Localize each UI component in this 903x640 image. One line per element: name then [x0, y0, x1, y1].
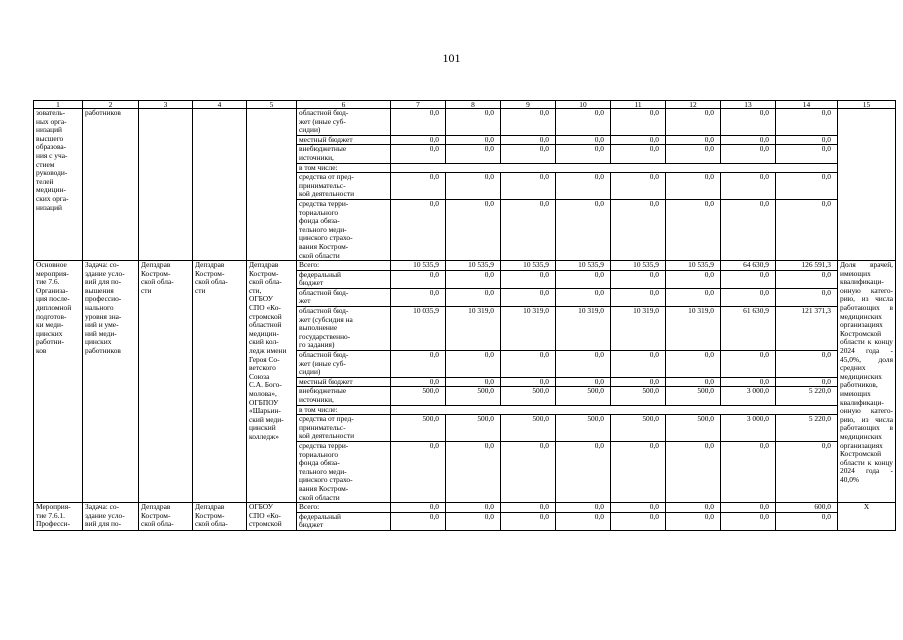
amount-cell: 0,0	[501, 351, 556, 378]
column-c3-cell: Депздрав Костром- ской обла- сти	[139, 261, 193, 503]
amount-cell: 0,0	[611, 135, 666, 145]
amount-cell: 0,0	[446, 109, 501, 136]
empty-cell	[247, 109, 297, 261]
amount-cell: 10 535,9	[391, 261, 446, 271]
column-c2-cell: Задача: со- здание усло- вий для по-	[83, 503, 139, 531]
empty-cell	[838, 109, 896, 261]
column-number-header: 13	[721, 101, 776, 109]
amount-cell: 121 371,3	[776, 307, 838, 351]
amount-cell: 0,0	[391, 145, 446, 163]
amount-cell: 0,0	[611, 145, 666, 163]
funding-source-cell: внебюджетные источники,	[297, 145, 391, 163]
amount-cell: 500,0	[556, 387, 611, 405]
amount-cell: 0,0	[556, 351, 611, 378]
amount-cell: 0,0	[446, 377, 501, 387]
amount-cell: 0,0	[721, 377, 776, 387]
amount-cell: 0,0	[501, 512, 556, 530]
amount-cell: 0,0	[556, 377, 611, 387]
funding-source-cell: средства терри- ториального фонда обяза- тельного меди- цинского страхо- вания Костром- ской области	[297, 441, 391, 502]
funding-source-cell: внебюджетные источники,	[297, 387, 391, 405]
amount-cell: 3 000,0	[721, 387, 776, 405]
funding-source-cell: областной бюд- жет	[297, 288, 391, 306]
amount-cell: 500,0	[611, 415, 666, 442]
amount-cell: 0,0	[556, 135, 611, 145]
amount-cell: 0,0	[776, 270, 838, 288]
funding-source-cell: федеральный бюджет	[297, 270, 391, 288]
amount-cell: 0,0	[721, 199, 776, 260]
amount-cell: 0,0	[446, 503, 501, 513]
amount-cell: 500,0	[501, 387, 556, 405]
funding-source-cell: местный бюджет	[297, 377, 391, 387]
amount-cell: 0,0	[611, 270, 666, 288]
amount-cell: 10 535,9	[611, 261, 666, 271]
funding-source-cell: в том числе:	[297, 163, 391, 173]
amount-cell: 0,0	[556, 512, 611, 530]
amount-cell: 500,0	[446, 415, 501, 442]
amount-cell: 0,0	[446, 135, 501, 145]
funding-source-cell: средства терри- ториального фонда обяза- тельного меди- цинского страхо- вания Костром- ской области	[297, 199, 391, 260]
amount-cell: 0,0	[556, 288, 611, 306]
empty-cell	[193, 109, 247, 261]
amount-cell: 0,0	[666, 109, 721, 136]
funding-source-cell: в том числе:	[297, 405, 391, 415]
column-number-header: 11	[611, 101, 666, 109]
amount-cell: 10 319,0	[611, 307, 666, 351]
amount-cell: 0,0	[666, 270, 721, 288]
amount-cell: 0,0	[666, 503, 721, 513]
amount-cell: 0,0	[666, 377, 721, 387]
amount-cell: 0,0	[666, 351, 721, 378]
column-number-header: 1	[34, 101, 83, 109]
amount-cell: 500,0	[391, 387, 446, 405]
amount-cell: 10 319,0	[446, 307, 501, 351]
amount-cell: 10 535,9	[446, 261, 501, 271]
amount-cell: 0,0	[501, 173, 556, 200]
amount-cell: 0,0	[391, 270, 446, 288]
amount-cell: 126 591,3	[776, 261, 838, 271]
amount-cell: 0,0	[391, 351, 446, 378]
amount-cell: 0,0	[391, 199, 446, 260]
amount-cell: 10 535,9	[666, 261, 721, 271]
amount-cell: 0,0	[666, 135, 721, 145]
amount-cell: 10 319,0	[501, 307, 556, 351]
amount-cell: 500,0	[391, 415, 446, 442]
amount-cell: 64 630,9	[721, 261, 776, 271]
expected-result-cell: Х	[838, 503, 896, 531]
amount-cell: 0,0	[556, 270, 611, 288]
amount-cell: 0,0	[721, 145, 776, 163]
amount-cell: 0,0	[446, 288, 501, 306]
amount-cell: 0,0	[666, 199, 721, 260]
funding-source-cell: областной бюд- жет (иные суб- сидии)	[297, 351, 391, 378]
amount-cell: 0,0	[776, 351, 838, 378]
amount-cell: 0,0	[666, 145, 721, 163]
amount-cell: 3 000,0	[721, 415, 776, 442]
amount-cell: 0,0	[776, 199, 838, 260]
amount-cell: 0,0	[721, 288, 776, 306]
amount-cell: 500,0	[556, 415, 611, 442]
table-row	[34, 109, 896, 136]
amount-cell: 0,0	[446, 441, 501, 502]
amount-cell: 0,0	[611, 199, 666, 260]
column-c1-cell: Основное мероприя- тие 7.6. Организа- ция после- дипломной подготов- ки меди- цинских работни- ков	[34, 261, 83, 503]
amount-cell: 0,0	[391, 135, 446, 145]
amount-cell: 0,0	[446, 173, 501, 200]
column-number-header: 7	[391, 101, 446, 109]
amount-cell: 0,0	[721, 109, 776, 136]
funding-source-cell: федеральный бюджет	[297, 512, 391, 530]
amount-cell: 0,0	[776, 377, 838, 387]
empty-values-cell	[391, 405, 838, 415]
amount-cell: 0,0	[501, 377, 556, 387]
amount-cell: 0,0	[611, 512, 666, 530]
column-number-header: 5	[247, 101, 297, 109]
funding-source-cell: Всего:	[297, 261, 391, 271]
column-c3-cell: Депздрав Костром- ской обла-	[139, 503, 193, 531]
amount-cell: 0,0	[391, 173, 446, 200]
column-c5-cell: ОГБОУ СПО «Ко- стромской	[247, 503, 297, 531]
amount-cell: 0,0	[556, 145, 611, 163]
amount-cell: 500,0	[501, 415, 556, 442]
column-number-header: 2	[83, 101, 139, 109]
amount-cell: 0,0	[391, 288, 446, 306]
column-number-header: 10	[556, 101, 611, 109]
amount-cell: 0,0	[446, 145, 501, 163]
amount-cell: 0,0	[776, 145, 838, 163]
amount-cell: 0,0	[556, 441, 611, 502]
funding-source-cell: средства от пред- принимательс- кой деятельности	[297, 173, 391, 200]
amount-cell: 500,0	[666, 415, 721, 442]
amount-cell: 0,0	[611, 503, 666, 513]
amount-cell: 500,0	[446, 387, 501, 405]
amount-cell: 0,0	[501, 145, 556, 163]
column-c1-cell: Мероприя- тие 7.6.1. Професси-	[34, 503, 83, 531]
amount-cell: 0,0	[776, 135, 838, 145]
amount-cell: 61 630,9	[721, 307, 776, 351]
amount-cell: 0,0	[666, 173, 721, 200]
amount-cell: 0,0	[501, 135, 556, 145]
amount-cell: 0,0	[611, 351, 666, 378]
amount-cell: 0,0	[556, 109, 611, 136]
column-number-header: 9	[501, 101, 556, 109]
amount-cell: 0,0	[776, 173, 838, 200]
amount-cell: 0,0	[721, 351, 776, 378]
column-c4-cell: Депздрав Костром- ской обла-	[193, 503, 247, 531]
amount-cell: 0,0	[391, 109, 446, 136]
funding-source-cell: средства от пред- принимательс- кой деятельности	[297, 415, 391, 442]
header-row	[34, 101, 896, 109]
amount-cell: 0,0	[446, 199, 501, 260]
column-c5-cell: Депздрав Костром- ской обла- сти, ОГБОУ СПО «Ко- стромской областной медицин- ский кол- ледж имени Героя Со- ветского Союза С.А. Бого- молова», ОГБПОУ «Шарьин- ский меди- цинский колледж»	[247, 261, 297, 503]
column-number-header: 4	[193, 101, 247, 109]
amount-cell: 0,0	[446, 270, 501, 288]
empty-cell	[139, 109, 193, 261]
amount-cell: 0,0	[721, 503, 776, 513]
funding-source-cell: местный бюджет	[297, 135, 391, 145]
amount-cell: 10 319,0	[666, 307, 721, 351]
amount-cell: 0,0	[721, 135, 776, 145]
column-number-header: 8	[446, 101, 501, 109]
amount-cell: 0,0	[721, 512, 776, 530]
funding-source-cell: областной бюд- жет (субсидия на выполнение государственно- го задания)	[297, 307, 391, 351]
amount-cell: 0,0	[556, 199, 611, 260]
amount-cell: 500,0	[666, 387, 721, 405]
column-c1-cell: зователь- ных орга- низаций высшего образова- ния с уча- стием руководи- телей медицин- ских орга- низаций	[34, 109, 83, 261]
column-number-header: 15	[838, 101, 896, 109]
column-number-header: 12	[666, 101, 721, 109]
funding-source-cell: областной бюд- жет (иные суб- сидии)	[297, 109, 391, 136]
amount-cell: 0,0	[501, 441, 556, 502]
column-c4-cell: Депздрав Костром- ской обла- сти	[193, 261, 247, 503]
empty-values-cell	[391, 163, 838, 173]
amount-cell: 0,0	[501, 270, 556, 288]
amount-cell: 5 220,0	[776, 387, 838, 405]
column-c2-cell: Задача: со- здание усло- вий для по- вышения профессио- нального уровня зна- ний и уме- ний меди- цинских работников	[83, 261, 139, 503]
table-row	[34, 261, 896, 271]
amount-cell: 10 535,9	[556, 261, 611, 271]
amount-cell: 0,0	[391, 512, 446, 530]
amount-cell: 10 319,0	[556, 307, 611, 351]
amount-cell: 0,0	[666, 441, 721, 502]
column-c2-cell: работников	[83, 109, 139, 261]
amount-cell: 10 535,9	[501, 261, 556, 271]
column-number-header: 6	[297, 101, 391, 109]
amount-cell: 0,0	[776, 512, 838, 530]
amount-cell: 0,0	[666, 512, 721, 530]
amount-cell: 0,0	[501, 503, 556, 513]
amount-cell: 0,0	[446, 512, 501, 530]
amount-cell: 0,0	[391, 377, 446, 387]
amount-cell: 0,0	[501, 109, 556, 136]
amount-cell: 0,0	[776, 288, 838, 306]
amount-cell: 0,0	[611, 441, 666, 502]
column-number-header: 14	[776, 101, 838, 109]
amount-cell: 0,0	[446, 351, 501, 378]
amount-cell: 0,0	[776, 441, 838, 502]
column-number-header: 3	[139, 101, 193, 109]
amount-cell: 0,0	[776, 109, 838, 136]
amount-cell: 0,0	[721, 173, 776, 200]
page-number: 101	[442, 51, 461, 65]
amount-cell: 500,0	[611, 387, 666, 405]
amount-cell: 0,0	[391, 503, 446, 513]
amount-cell: 0,0	[721, 441, 776, 502]
amount-cell: 0,0	[556, 503, 611, 513]
expected-result-cell: Доля врачей, имеющих квалификаци-онную катего-рию, из числа работающих в медицинских организациях Костромской области к концу 2024 года - 45,0%, доля средних медицинских работников, имеющих квалификаци-онную катего-рию, из числа работающих в медицинских организациях Костромской области к концу 2024 года - 40,0%	[838, 261, 896, 503]
amount-cell: 0,0	[556, 173, 611, 200]
amount-cell: 5 220,0	[776, 415, 838, 442]
amount-cell: 0,0	[611, 288, 666, 306]
table-row	[34, 503, 896, 513]
amount-cell: 0,0	[611, 377, 666, 387]
funding-source-cell: Всего:	[297, 503, 391, 513]
amount-cell: 0,0	[666, 288, 721, 306]
program-table	[33, 100, 896, 531]
amount-cell: 0,0	[501, 288, 556, 306]
amount-cell: 0,0	[501, 199, 556, 260]
amount-cell: 0,0	[611, 109, 666, 136]
amount-cell: 0,0	[611, 173, 666, 200]
amount-cell: 600,0	[776, 503, 838, 513]
amount-cell: 0,0	[391, 441, 446, 502]
amount-cell: 0,0	[721, 270, 776, 288]
amount-cell: 10 035,9	[391, 307, 446, 351]
